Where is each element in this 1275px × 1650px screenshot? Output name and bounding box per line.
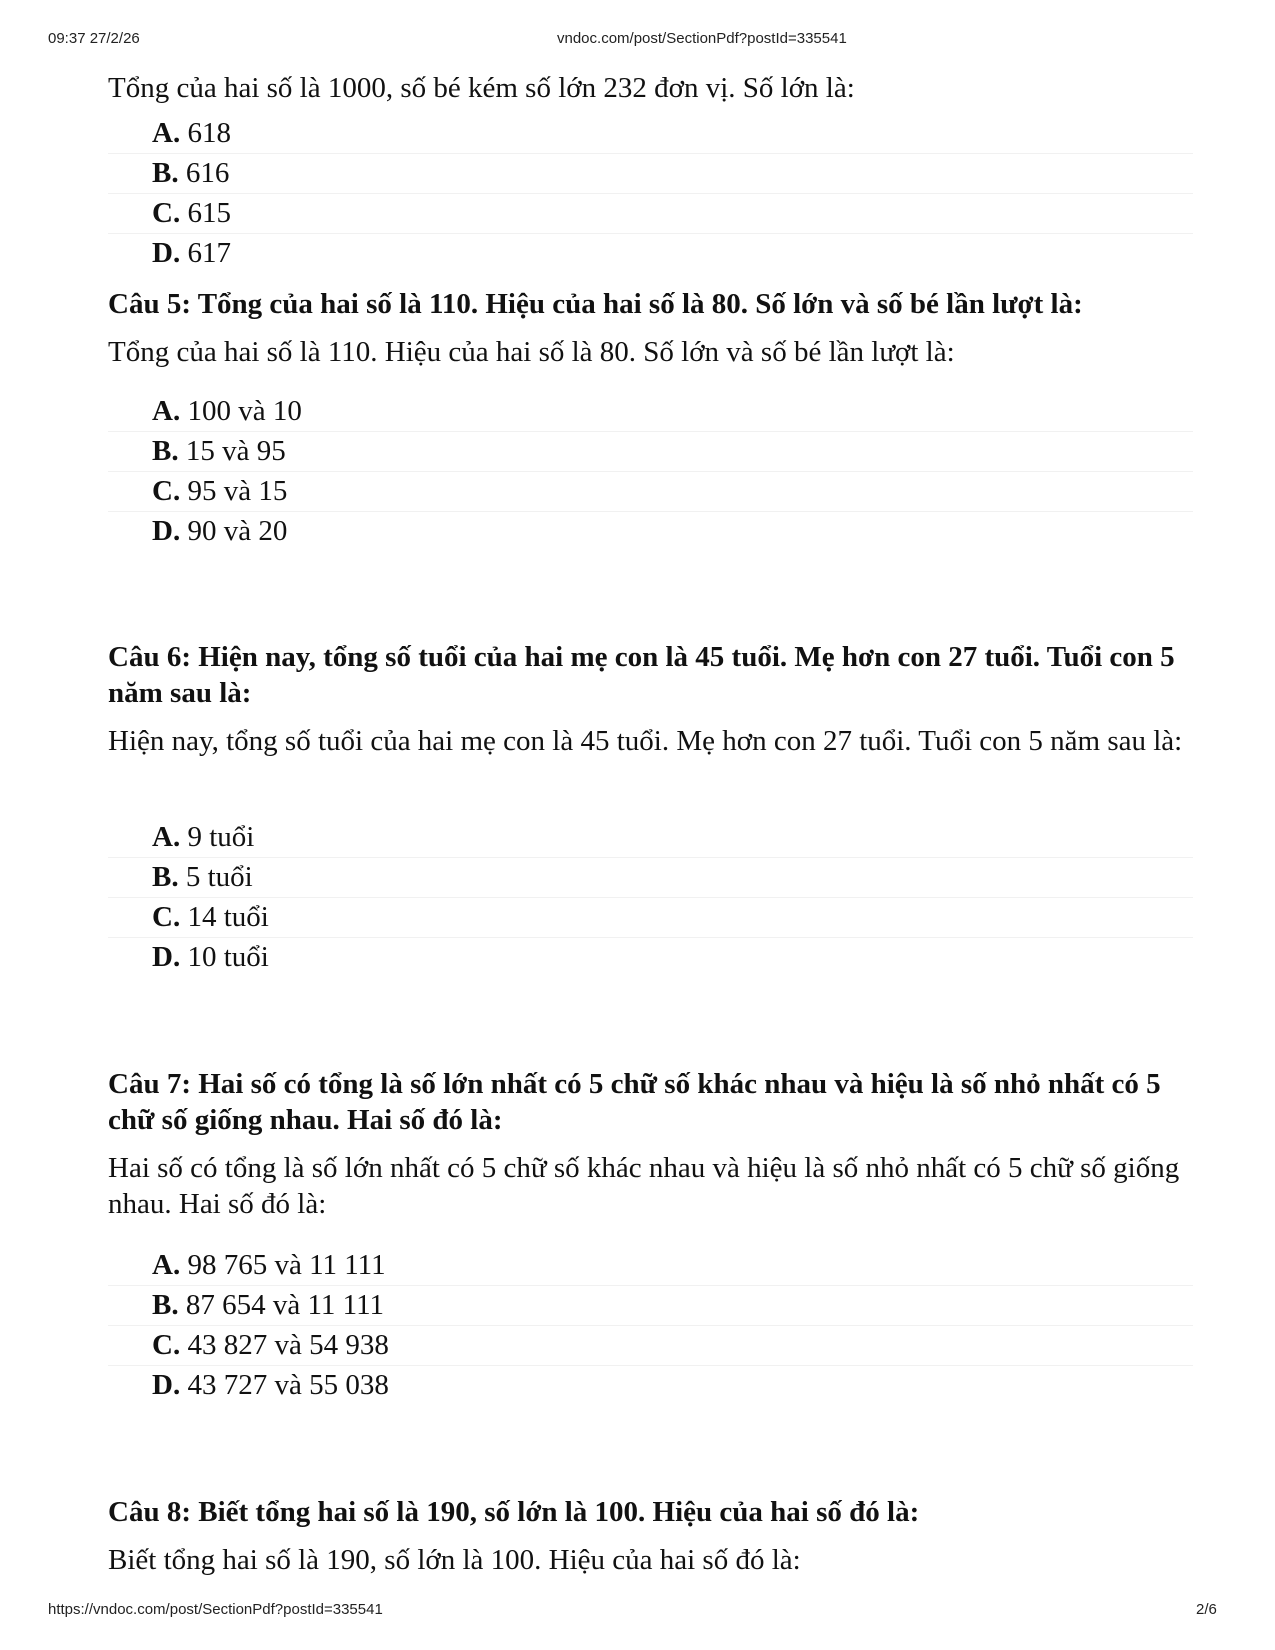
option-c — [108, 898, 1193, 938]
option-d — [108, 938, 1193, 977]
option-letter: C. — [152, 901, 181, 933]
option-letter: C. — [152, 475, 181, 507]
question-6 — [108, 639, 1193, 759]
option-c — [108, 194, 1193, 234]
option-d — [108, 1366, 1193, 1405]
options-list — [108, 1246, 1193, 1405]
option-letter: A. — [152, 117, 181, 149]
option-value: 618 — [187, 117, 231, 149]
option-a — [108, 392, 1193, 432]
question-text: Tổng của hai số là 1000, số bé kém số lớn 232 đơn vị. Số lớn là: — [108, 72, 855, 104]
option-a — [108, 1246, 1193, 1286]
option-a — [108, 114, 1193, 154]
option-letter: C. — [152, 1329, 181, 1361]
question-4 — [108, 70, 1193, 106]
question-title: Câu 5: Tổng của hai số là 110. Hiệu của hai số là 80. Số lớn và số bé lần lượt là: — [108, 288, 1083, 320]
option-a — [108, 818, 1193, 858]
option-value: 10 tuổi — [187, 941, 269, 973]
options-list — [108, 818, 1193, 977]
option-value: 100 và 10 — [187, 395, 302, 427]
question-text: Hai số có tổng là số lớn nhất có 5 chữ số khác nhau và hiệu là số nhỏ nhất có 5 chữ số giống nhau. Hai số đó là: — [108, 1152, 1180, 1220]
option-value: 5 tuổi — [185, 861, 253, 893]
option-value: 15 và 95 — [185, 435, 286, 467]
print-datetime: 09:37 27/2/26 — [48, 30, 140, 47]
page-number: 2/6 — [1196, 1601, 1217, 1618]
option-letter: B. — [152, 1289, 179, 1321]
option-letter: C. — [152, 197, 181, 229]
options-list — [108, 114, 1193, 273]
question-title: Câu 6: Hiện nay, tổng số tuổi của hai mẹ con là 45 tuổi. Mẹ hơn con 27 tuổi. Tuổi con 5 năm sau là: — [108, 641, 1175, 709]
question-7 — [108, 1066, 1193, 1222]
option-value: 616 — [185, 157, 230, 189]
question-title: Câu 7: Hai số có tổng là số lớn nhất có 5 chữ số khác nhau và hiệu là số nhỏ nhất có 5 chữ số giống nhau. Hai số đó là: — [108, 1068, 1161, 1136]
option-value: 615 — [187, 197, 231, 229]
question-text: Hiện nay, tổng số tuổi của hai mẹ con là 45 tuổi. Mẹ hơn con 27 tuổi. Tuổi con 5 năm sau là: — [108, 725, 1183, 757]
option-b — [108, 154, 1193, 194]
print-header-url: vndoc.com/post/SectionPdf?postId=335541 — [557, 30, 847, 47]
option-letter: D. — [152, 515, 181, 547]
option-letter: B. — [152, 861, 179, 893]
option-letter: A. — [152, 1249, 181, 1281]
option-b — [108, 432, 1193, 472]
option-value: 14 tuổi — [187, 901, 269, 933]
option-value: 90 và 20 — [187, 515, 288, 547]
options-list — [108, 392, 1193, 551]
question-8 — [108, 1494, 1193, 1578]
option-c — [108, 472, 1193, 512]
option-letter: B. — [152, 157, 179, 189]
option-letter: D. — [152, 941, 181, 973]
option-d — [108, 234, 1193, 273]
print-footer-url: https://vndoc.com/post/SectionPdf?postId=335541 — [48, 1601, 383, 1618]
option-value: 617 — [187, 237, 231, 269]
option-value: 98 765 và 11 111 — [187, 1249, 386, 1281]
option-b — [108, 858, 1193, 898]
option-value: 9 tuổi — [187, 821, 255, 853]
option-value: 43 727 và 55 038 — [187, 1369, 389, 1401]
question-text: Biết tổng hai số là 190, số lớn là 100. Hiệu của hai số đó là: — [108, 1544, 801, 1576]
option-letter: D. — [152, 1369, 181, 1401]
option-d — [108, 512, 1193, 551]
option-letter: B. — [152, 435, 179, 467]
question-text: Tổng của hai số là 110. Hiệu của hai số là 80. Số lớn và số bé lần lượt là: — [108, 336, 955, 368]
option-value: 95 và 15 — [187, 475, 288, 507]
option-value: 43 827 và 54 938 — [187, 1329, 389, 1361]
option-b — [108, 1286, 1193, 1326]
question-5 — [108, 286, 1193, 370]
option-value: 87 654 và 11 111 — [185, 1289, 384, 1321]
option-letter: D. — [152, 237, 181, 269]
option-letter: A. — [152, 395, 181, 427]
question-title: Câu 8: Biết tổng hai số là 190, số lớn là 100. Hiệu của hai số đó là: — [108, 1496, 920, 1528]
option-letter: A. — [152, 821, 181, 853]
option-c — [108, 1326, 1193, 1366]
